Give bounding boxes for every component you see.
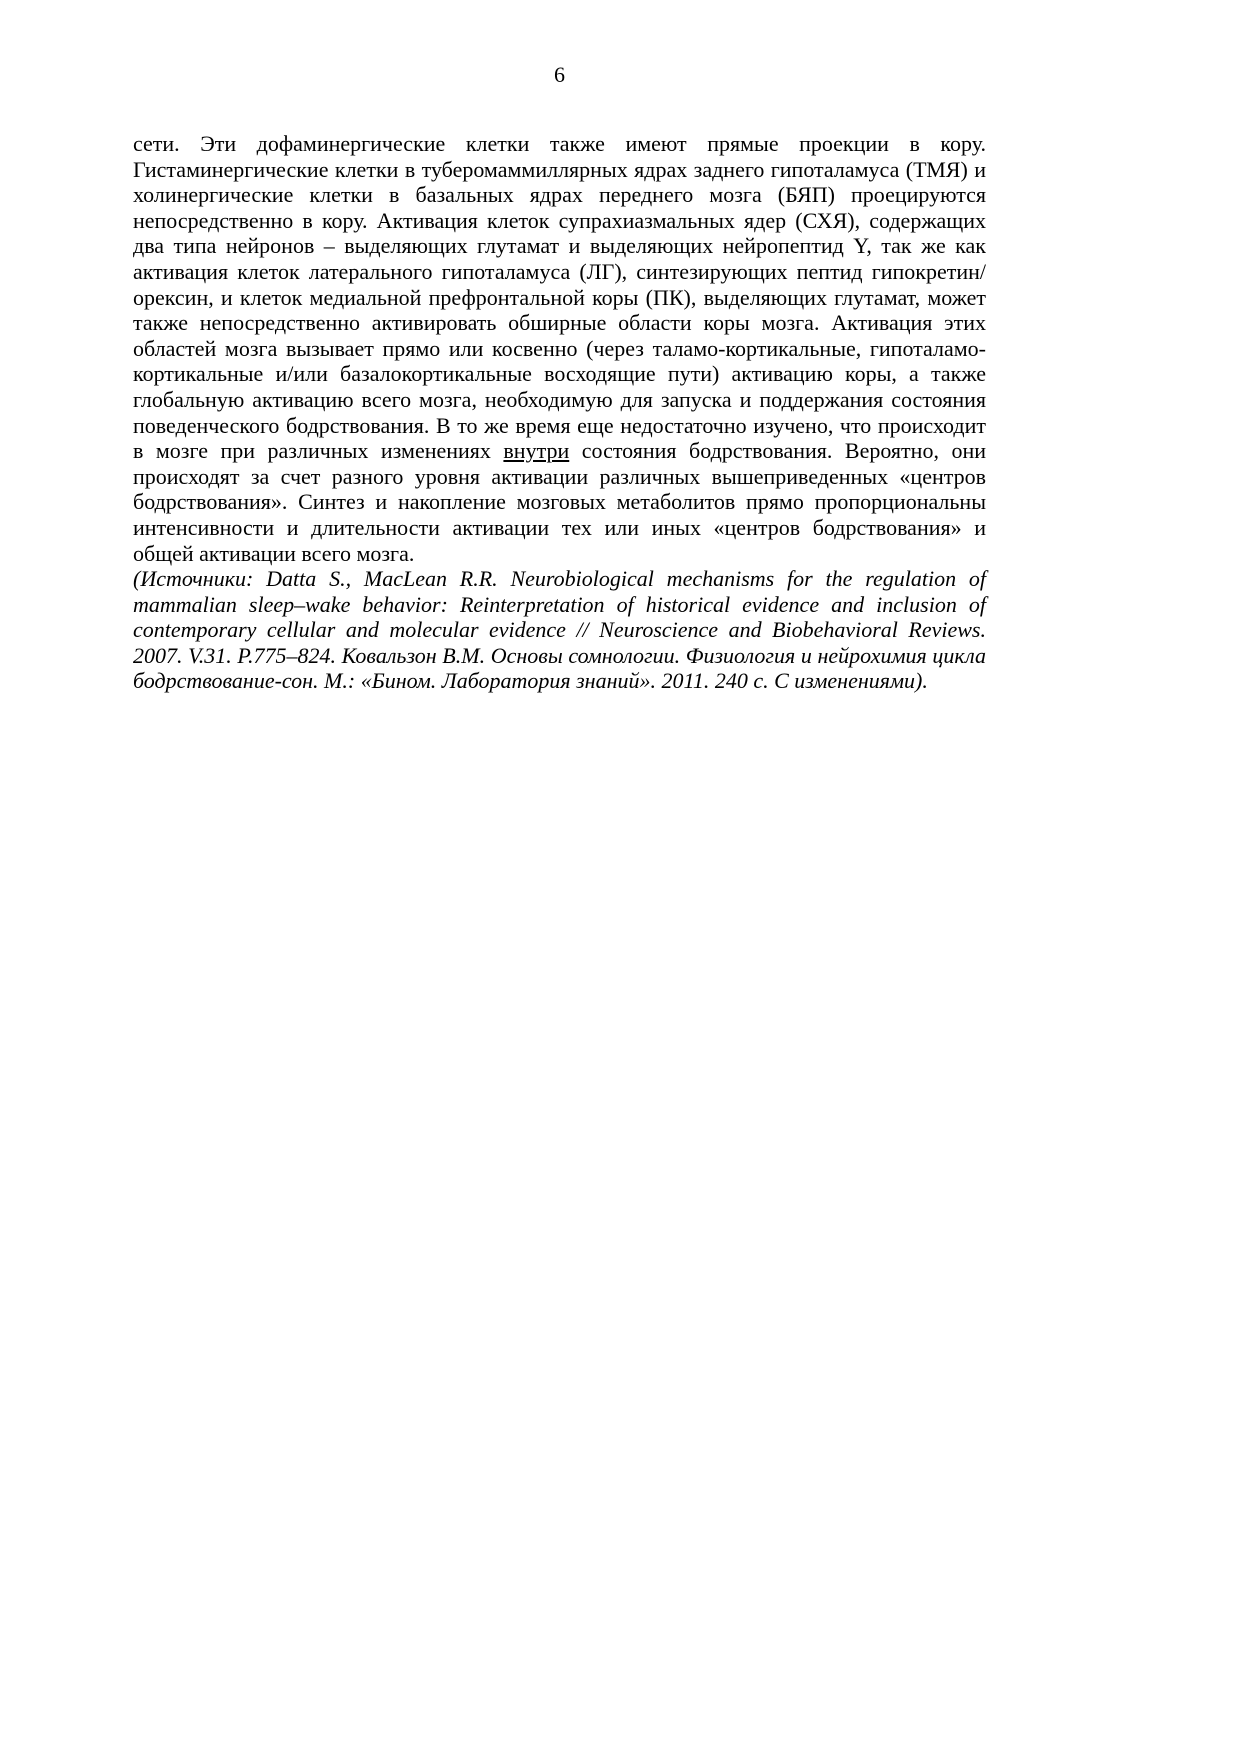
- main-paragraph: [133, 131, 986, 566]
- text-block: [133, 62, 986, 694]
- underlined-word: внутри: [503, 438, 570, 464]
- main-paragraph-text-end: состояния бодрствования. Вероятно, они происходят за счет разного уровня активации различных вышеприведенных «центров бодрствования». Синтез и накопление мозговых метаболитов прямо пропорциональны интенсивности и длительности активации тех или иных «центров бодрствования» и общей активации всего мозга.: [133, 438, 986, 566]
- main-paragraph-text-start: сети. Эти дофаминергические клетки также имеют прямые проекции в кору. Гистаминергические клетки в туберомаммиллярных ядрах заднего гипоталамуса (ТМЯ) и холинергические клетки в базальных ядрах переднего мозга (БЯП) проецируются непосредственно в кору. Активация клеток супрахиазмальных ядер (СХЯ), содержащих два типа нейронов – выделяющих глутамат и выделяющих нейропептид Y, так же как активация клеток латерального гипоталамуса (ЛГ), синтезирующих пептид гипокретин/орексин, и клеток медиальной префронтальной коры (ПК), выделяющих глутамат, может также непосредственно активировать обширные области коры мозга. Активация этих областей мозга вызывает прямо или косвенно (через таламо-кортикальные, гипоталамо-кортикальные и/или базалокортикальные восходящие пути) активацию коры, а также глобальную активацию всего мозга, необходимую для запуска и поддержания состояния поведенческого бодрствования. В то же время еще недостаточно изучено, что происходит в мозге при различных изменениях: [133, 131, 986, 464]
- page-number: 6: [554, 62, 565, 87]
- sources-paragraph: (Источники: Datta S., MacLean R.R. Neurobiological mechanisms for the regulation of mammalian sleep–wake behavior: Reinterpretation of historical evidence and inclusion of contemporary cellular and molecular evidence // Neuroscience and Biobehavioral Reviews. 2007. V.31. P.775–824. Ковальзон В.М. Основы сомнологии. Физиология и нейрохимия цикла бодрствование-сон. М.: «Бином. Лаборатория знаний». 2011. 240 с. С изменениями).: [133, 566, 986, 694]
